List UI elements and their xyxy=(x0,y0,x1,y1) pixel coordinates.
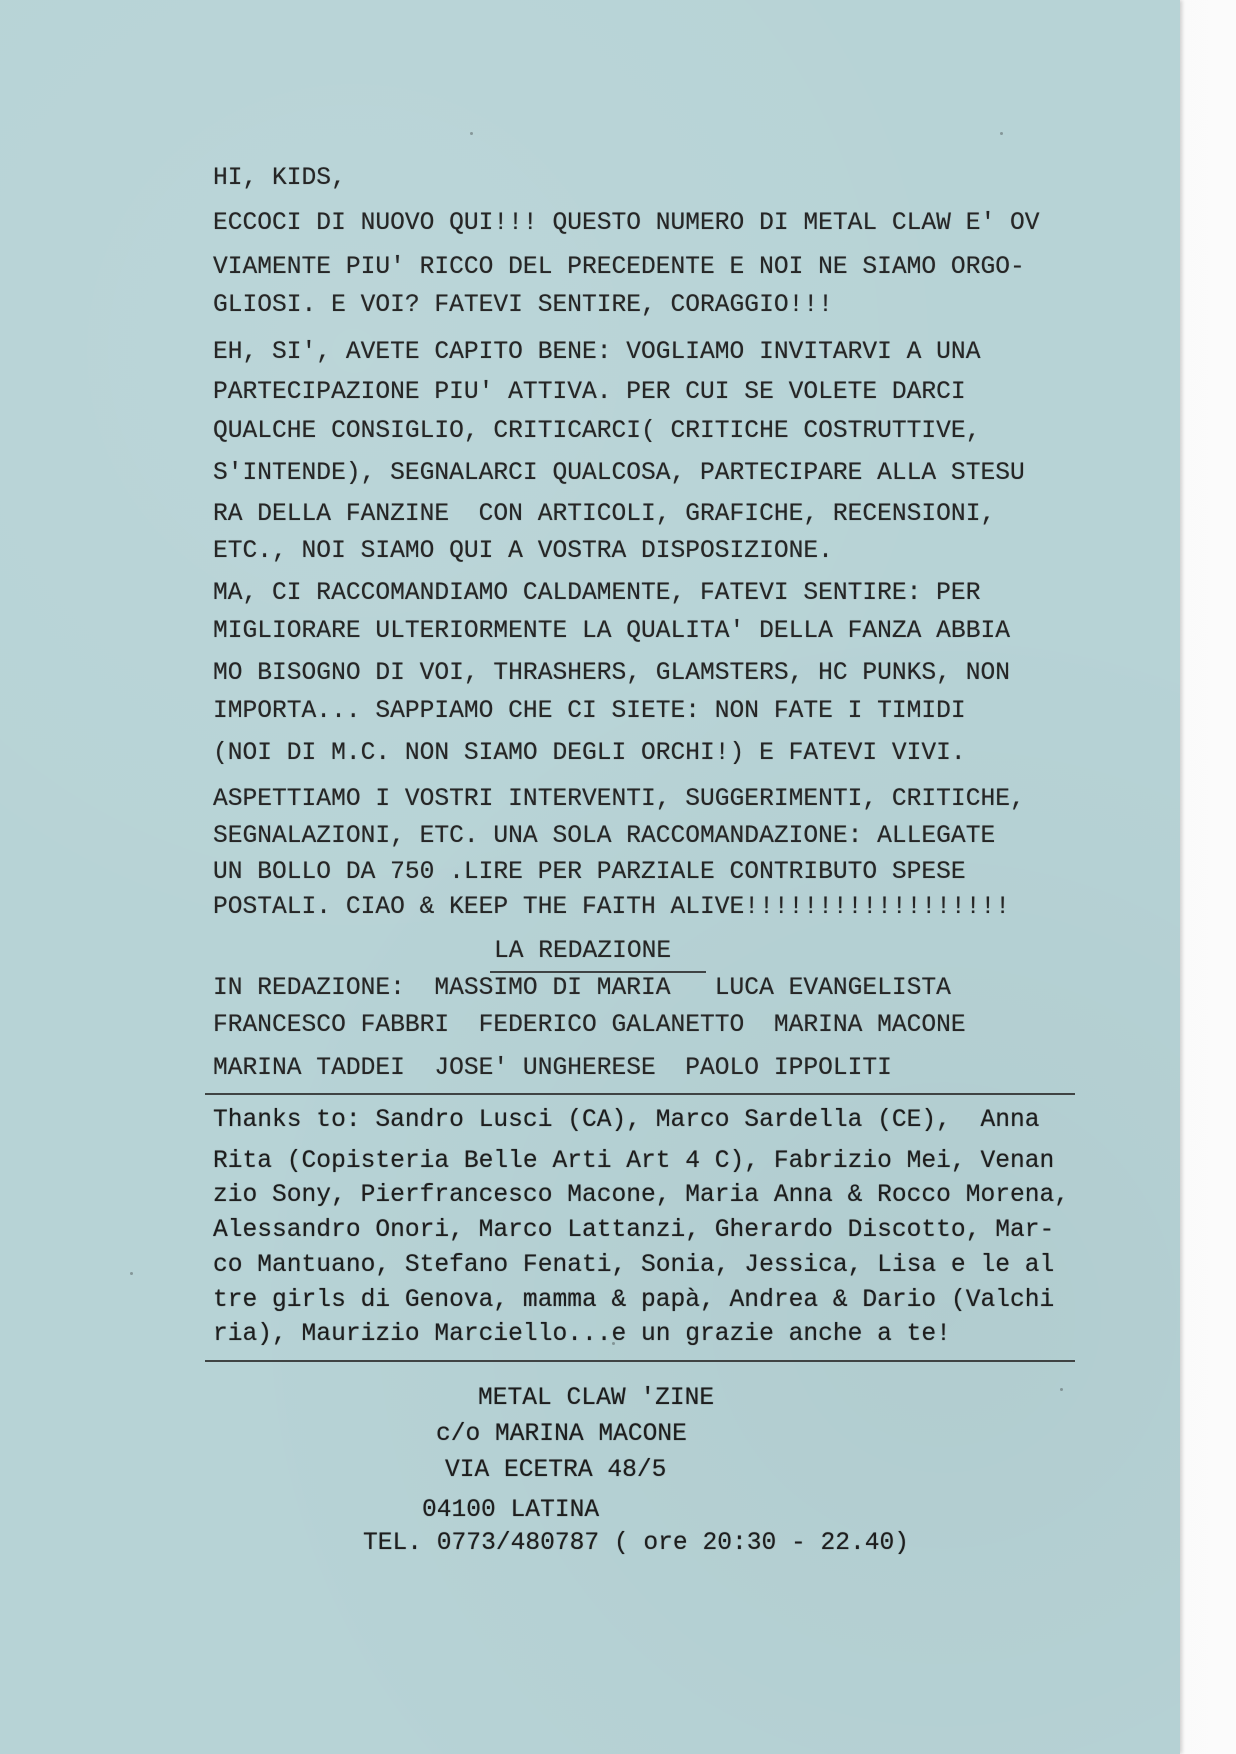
body-line: S'INTENDE), SEGNALARCI QUALCOSA, PARTECIPARE ALLA STESU xyxy=(213,460,1025,487)
thanks-line: Thanks to: Sandro Lusci (CA), Marco Sardella (CE), Anna xyxy=(213,1107,1040,1134)
body-line: SEGNALAZIONI, ETC. UNA SOLA RACCOMANDAZIONE: ALLEGATE xyxy=(213,823,996,850)
staff-line: IN REDAZIONE: MASSIMO DI MARIA LUCA EVANGELISTA xyxy=(213,975,951,1002)
staff-line: FRANCESCO FABBRI FEDERICO GALANETTO MARINA MACONE xyxy=(213,1012,966,1039)
divider xyxy=(205,1093,1075,1095)
greeting: HI, KIDS, xyxy=(213,165,346,192)
ink-speck xyxy=(1060,1388,1063,1391)
thanks-line: tre girls di Genova, mamma & papà, Andrea & Dario (Valchi xyxy=(213,1287,1055,1314)
thanks-line: co Mantuano, Stefano Fenati, Sonia, Jessica, Lisa e le al xyxy=(213,1252,1055,1279)
ink-speck xyxy=(1000,132,1003,135)
thanks-line: ria), Maurizio Marciello...e un grazie anche a te! xyxy=(213,1321,951,1348)
body-line: RA DELLA FANZINE CON ARTICOLI, GRAFICHE, RECENSIONI, xyxy=(213,501,996,528)
address-line: METAL CLAW 'ZINE xyxy=(478,1385,715,1412)
thanks-line: Rita (Copisteria Belle Arti Art 4 C), Fabrizio Mei, Venan xyxy=(213,1148,1055,1175)
body-line: ASPETTIAMO I VOSTRI INTERVENTI, SUGGERIMENTI, CRITICHE, xyxy=(213,786,1025,813)
body-line: (NOI DI M.C. NON SIAMO DEGLI ORCHI!) E FATEVI VIVI. xyxy=(213,740,966,767)
body-line: MA, CI RACCOMANDIAMO CALDAMENTE, FATEVI SENTIRE: PER xyxy=(213,580,981,607)
thanks-line: zio Sony, Pierfrancesco Macone, Maria Anna & Rocco Morena, xyxy=(213,1182,1070,1209)
ink-speck xyxy=(612,1342,615,1345)
body-line: IMPORTA... SAPPIAMO CHE CI SIETE: NON FATE I TIMIDI xyxy=(213,698,966,725)
divider xyxy=(205,1360,1075,1362)
ink-speck xyxy=(130,1272,133,1275)
body-line: UN BOLLO DA 750 .LIRE PER PARZIALE CONTRIBUTO SPESE xyxy=(213,859,966,886)
address-line: VIA ECETRA 48/5 xyxy=(445,1457,667,1484)
ink-speck xyxy=(470,132,473,135)
body-line: EH, SI', AVETE CAPITO BENE: VOGLIAMO INVITARVI A UNA xyxy=(213,339,981,366)
thanks-line: Alessandro Onori, Marco Lattanzi, Gherardo Discotto, Mar- xyxy=(213,1217,1055,1244)
body-line: PARTECIPAZIONE PIU' ATTIVA. PER CUI SE VOLETE DARCI xyxy=(213,379,966,406)
address-line: TEL. 0773/480787 ( ore 20:30 - 22.40) xyxy=(363,1530,910,1557)
body-line: VIAMENTE PIU' RICCO DEL PRECEDENTE E NOI NE SIAMO ORGO- xyxy=(213,254,1025,281)
address-line: 04100 LATINA xyxy=(422,1497,600,1524)
body-line: ETC., NOI SIAMO QUI A VOSTRA DISPOSIZIONE. xyxy=(213,538,833,565)
staff-line: MARINA TADDEI JOSE' UNGHERESE PAOLO IPPOLITI xyxy=(213,1055,892,1082)
body-line: MO BISOGNO DI VOI, THRASHERS, GLAMSTERS, HC PUNKS, NON xyxy=(213,660,1010,687)
body-line: QUALCHE CONSIGLIO, CRITICARCI( CRITICHE COSTRUTTIVE, xyxy=(213,418,981,445)
signature: LA REDAZIONE xyxy=(494,938,672,965)
body-line: ECCOCI DI NUOVO QUI!!! QUESTO NUMERO DI METAL CLAW E' OV xyxy=(213,210,1040,237)
body-line: GLIOSI. E VOI? FATEVI SENTIRE, CORAGGIO!!! xyxy=(213,292,833,319)
body-line: POSTALI. CIAO & KEEP THE FAITH ALIVE!!!!!!!!!!!!!!!!!! xyxy=(213,894,1010,921)
address-line: c/o MARINA MACONE xyxy=(436,1421,687,1448)
body-line: MIGLIORARE ULTERIORMENTE LA QUALITA' DELLA FANZA ABBIA xyxy=(213,618,1010,645)
signature-underline xyxy=(490,971,706,973)
